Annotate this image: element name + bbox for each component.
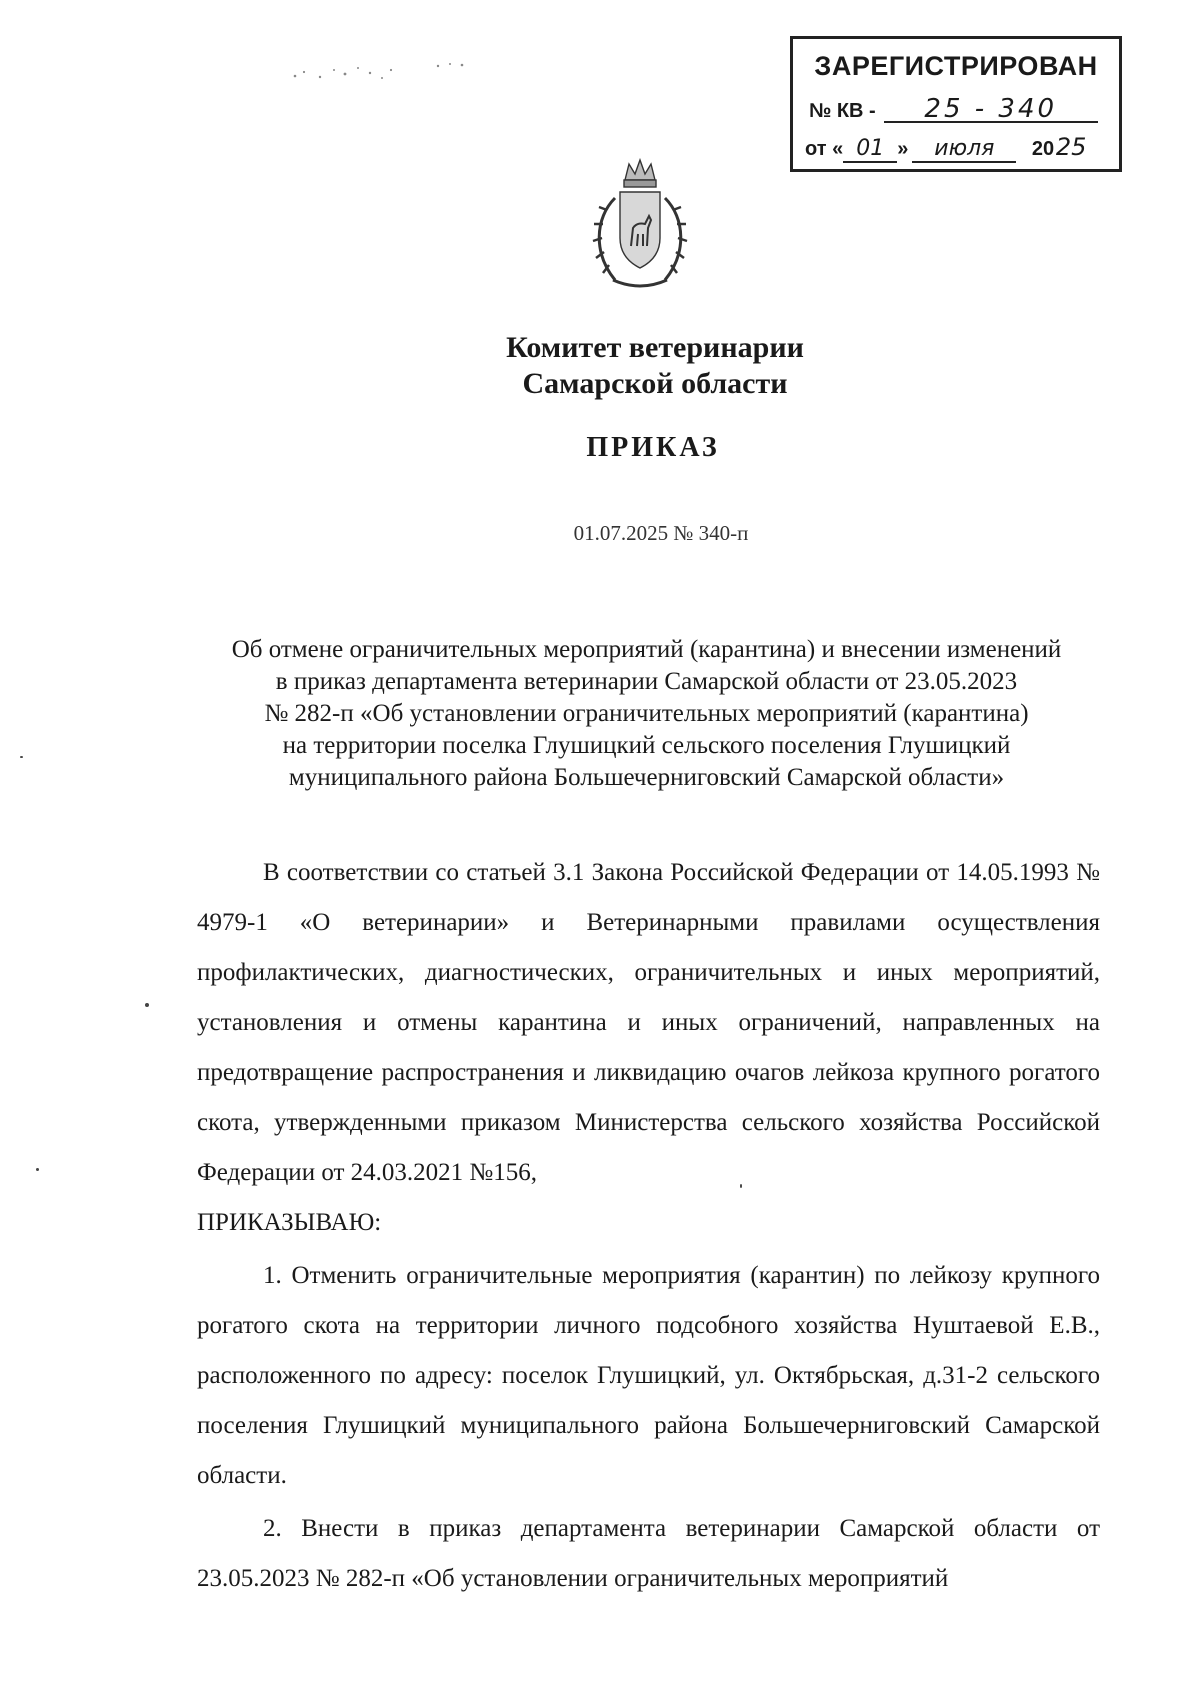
legal-basis-paragraph: В соответствии со статьей 3.1 Закона Российской Федерации от 14.05.1993 № 4979-1 «О ветеринарии» и Ветеринарными правилами осуществления профилактических, диагностических, ограничительных и иных мероприятий, установления и отмены карантина и иных ограничений, направленных на предотвращение распространения и ликвидацию очагов лейкоза крупного рогатого скота, утвержденными приказом Министерства сельского хозяйства Российской Федерации от 24.03.2021 №156, xyxy=(197,859,1100,1186)
subject-line: в приказ департамента ветеринарии Самарской области от 23.05.2023 xyxy=(275,668,1018,695)
stamp-year-printed: 20 xyxy=(1031,138,1055,160)
stamp-month-handwritten: июля xyxy=(912,137,1016,163)
order-subject xyxy=(190,634,1103,794)
registration-stamp xyxy=(790,36,1122,172)
organization-name xyxy=(0,330,1200,402)
subject-line: муниципального района Большечерниговский Самарской области» xyxy=(288,764,1005,791)
samara-coat-of-arms-icon xyxy=(585,158,695,298)
scan-speck xyxy=(145,1003,149,1007)
stamp-day-handwritten: 01 xyxy=(843,137,897,163)
document-type: ПРИКАЗ xyxy=(586,432,720,463)
scan-noise xyxy=(290,58,530,88)
order-item-2: 2. Внести в приказ департамента ветеринарии Самарской области от 23.05.2023 № 282-п «Об установлении ограничительных мероприятий xyxy=(197,1515,1100,1592)
organization-line-2: Самарской области xyxy=(522,367,788,400)
scan-speck xyxy=(740,1184,742,1188)
order-word: ПРИКАЗЫВАЮ: xyxy=(197,1209,382,1236)
stamp-number-handwritten: 25 - 340 xyxy=(884,97,1098,123)
stamp-year-handwritten: 25 xyxy=(1055,133,1087,161)
subject-line: Об отмене ограничительных мероприятий (карантина) и внесении изменений xyxy=(231,636,1062,663)
stamp-number-row xyxy=(809,94,1098,124)
subject-line: № 282-п «Об установлении ограничительных мероприятий (карантина) xyxy=(264,700,1029,727)
subject-line: на территории поселка Глушицкий сельского поселения Глушицкий xyxy=(282,732,1011,759)
order-body xyxy=(197,848,1100,1604)
stamp-date-row xyxy=(805,135,1088,163)
document-date-number: 01.07.2025 № 340-п xyxy=(573,521,749,545)
scan-speck xyxy=(36,1168,39,1171)
scan-speck xyxy=(20,756,23,758)
stamp-date-prefix: от « xyxy=(805,138,844,160)
stamp-number-prefix: № КВ - xyxy=(809,100,876,122)
stamp-title: ЗАРЕГИСТРИРОВАН xyxy=(814,51,1098,81)
order-item-1: 1. Отменить ограничительные мероприятия (карантин) по лейкозу крупного рогатого скота на территории личного подсобного хозяйства Нуштаевой Е.В., расположенного по адресу: поселок Глушицкий, ул. Октябрьская, д.31-2 сельского поселения Глушицкий муниципального района Большечерниговский Самарской области. xyxy=(197,1262,1100,1489)
stamp-date-mid: » xyxy=(897,138,909,160)
organization-line-1: Комитет ветеринарии xyxy=(506,331,804,364)
